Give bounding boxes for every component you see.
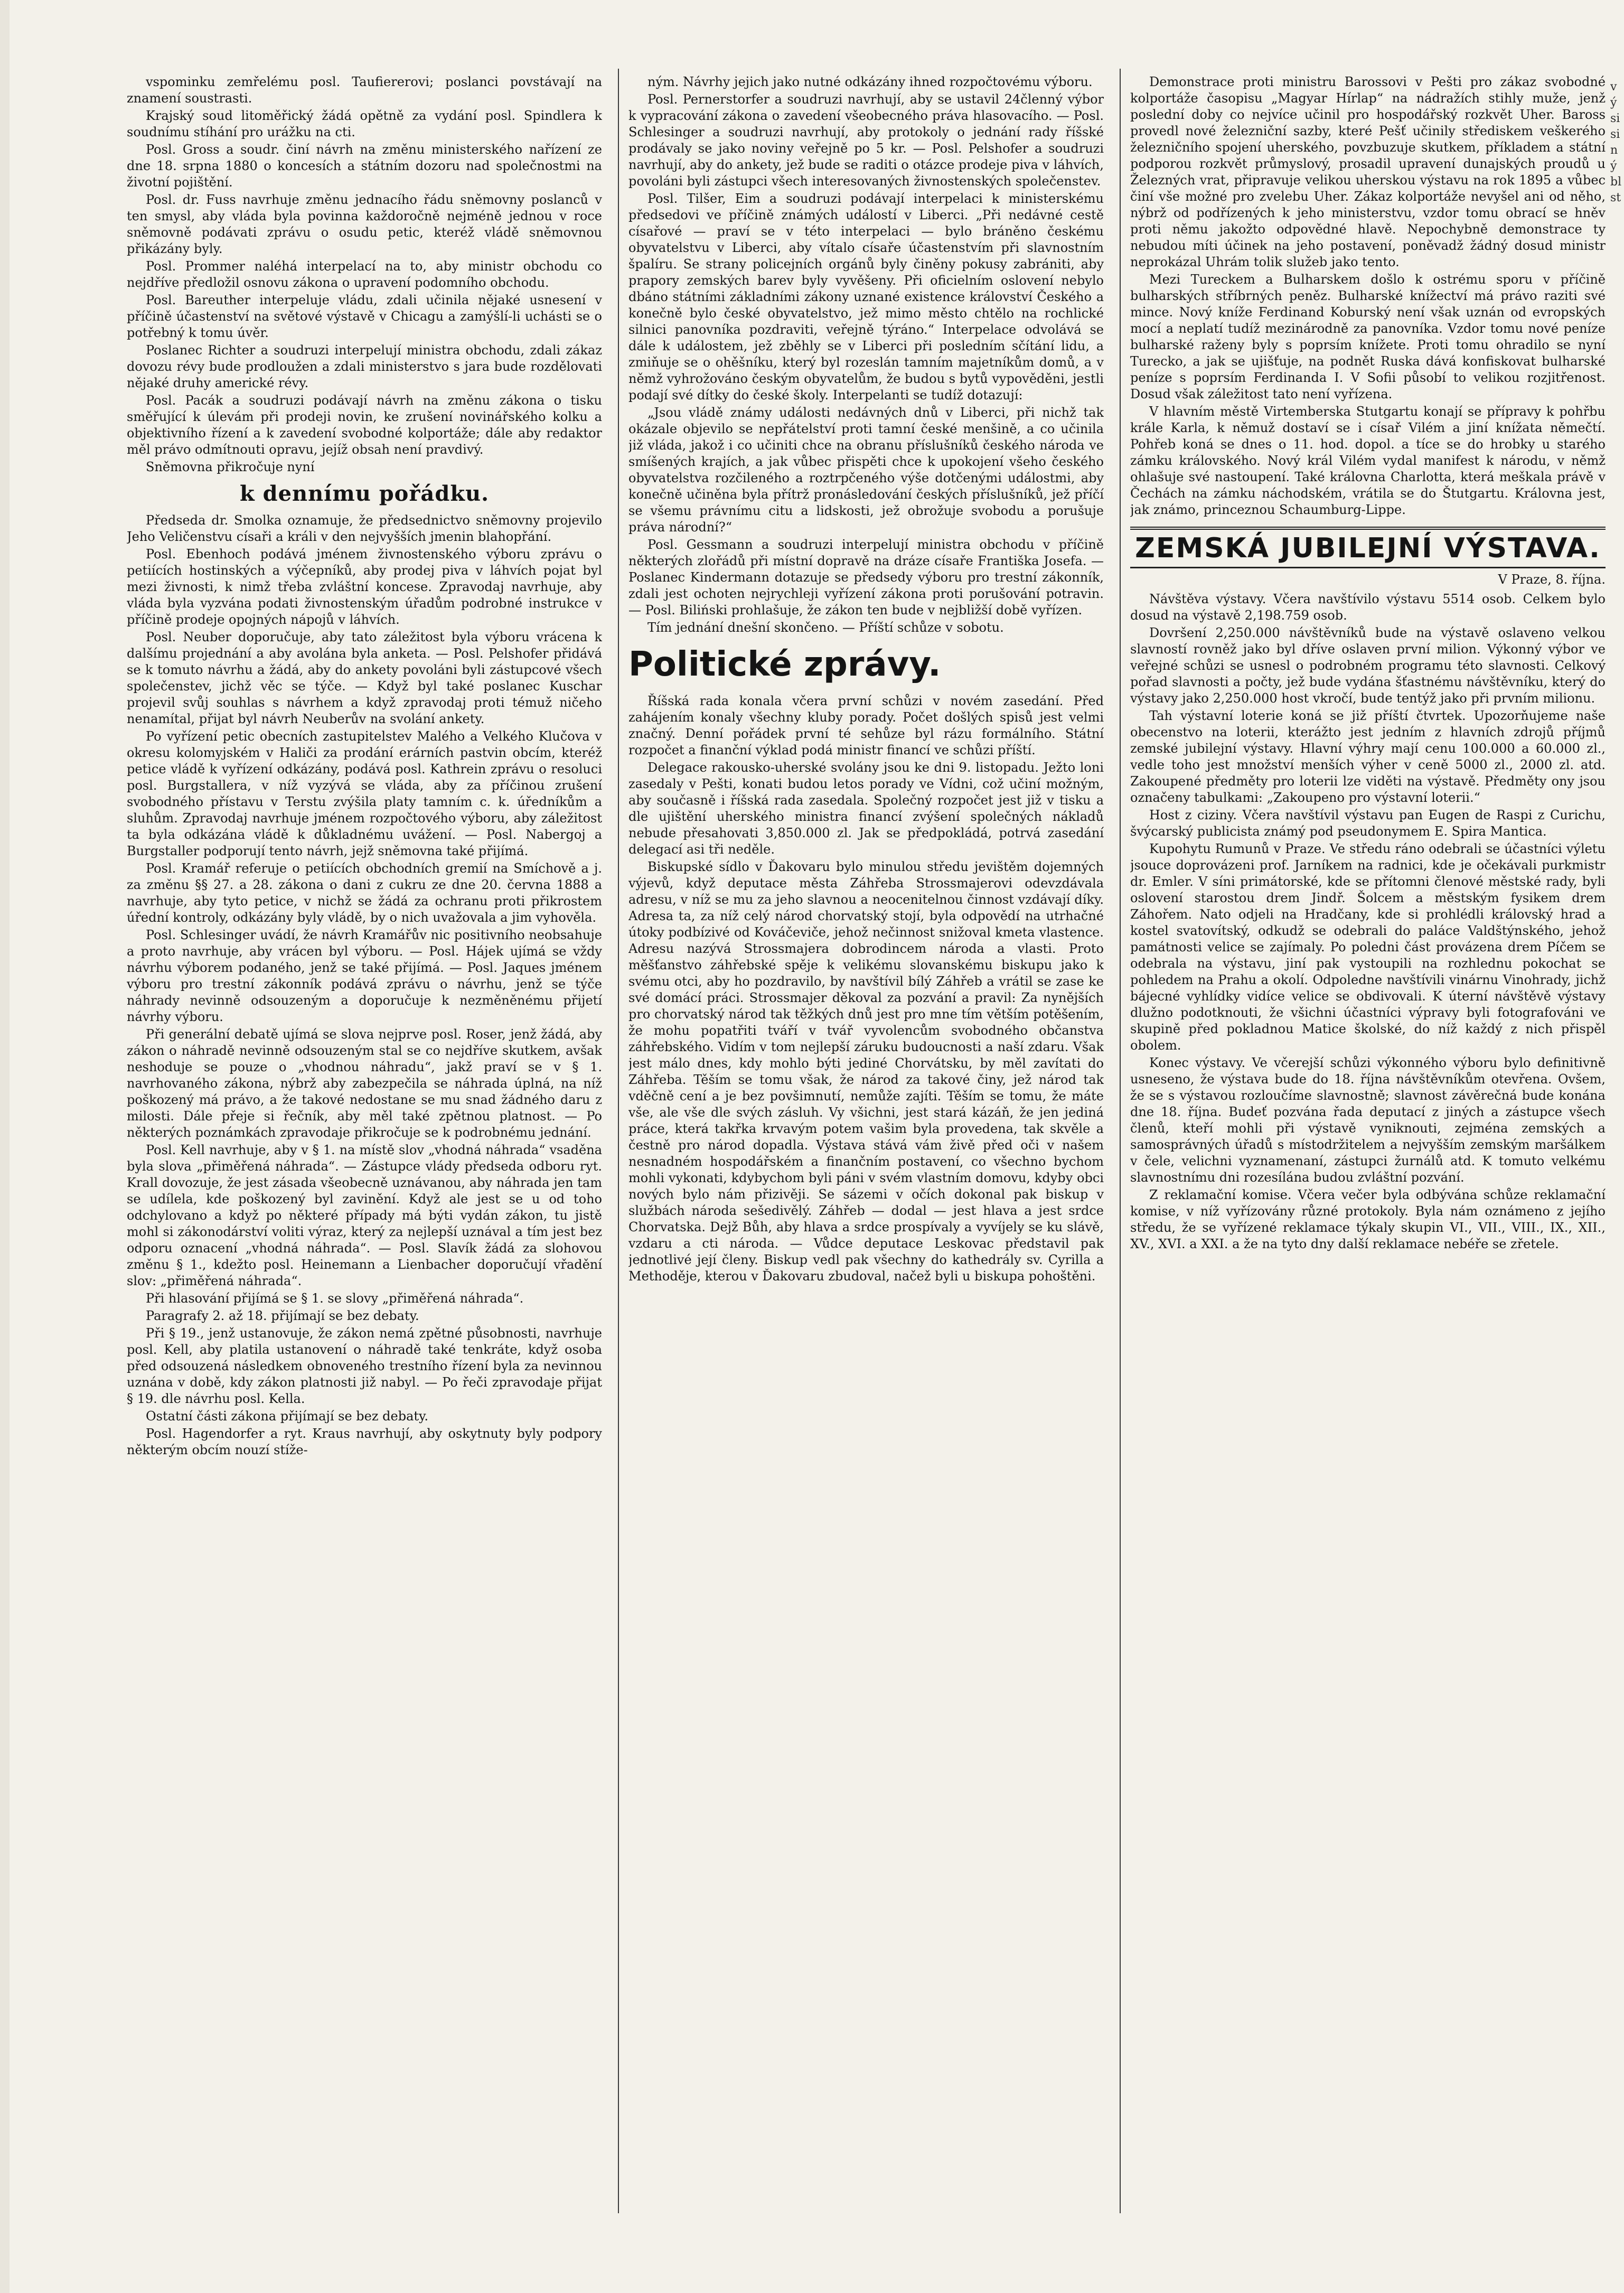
paragraph: Paragrafy 2. až 18. přijímají se bez debaty. [146,1308,419,1323]
column-divider-2 [1120,69,1121,2213]
paragraph: Posl. Prommer naléhá interpelací na to, aby ministr obchodu co nejdříve předložil osnovu zákona o upravení podomního obchodu. [127,259,602,290]
paragraph: Delegace rakousko-uherské svolány jsou ke dni 9. listopadu. Ježto loni zasedaly v Pešti, konati budou letos porady ve Vídni, což učiní možným, aby současně i říšská rada zasedala. Společný rozpočet jest již v tisku a dle ujištění uherského ministra financí zvýšení společných nákladů nebude přesahovati 3,850.000 zl. Jak se předpokládá, potrvá zasedání delegací asi tři neděle. [628,760,1104,857]
paragraph: Říšská rada konala včera první schůzi v novém zasedání. Před zahájením konaly všechny kluby porady. Počet došlých spisů jest velmi značný. Denní pořádek první té sehůze byl rázu formálního. Státní rozpočet a finanční výklad podá ministr financí ve schůzi příští. [628,694,1104,757]
paragraph: Posl. Tilšer, Eim a soudruzi podávají interpelaci k ministerskému předsedovi ve příčině známých událostí v Liberci. „Při nedávné cestě císařové — praví se v této interpelaci — bylo bráněno českému obyvatelstvu v Liberci, aby vítalo císaře účastenstvím při slavnostním špalíru. Se strany policejních orgánů byly činěny pokusy zabrániti, aby prapory zemských barev byly vyvěšeny. Při oficielním oslovení nebylo dbáno státními základními zákony uznané existence království Českého a konečně bylo české obyvatelstvo, jež mimo město chtělo na rochlické silnici panovníka pozdraviti, veřejně týráno.“ Interpelace odvolává se dále k událostem, jež zběhly se v Liberci při posledním sčítání lidu, a zmiňuje se o ohěšníku, který byl rozeslán tamním majetníkům domů, a v němž vyhrožováno českým obyvatelům, že budou s bytů vypověděni, jestli podají své dítky do české školy. Interpelanti se tudíž dotazují: [628,191,1104,403]
paragraph: Demonstrace proti ministru Barossovi v Pešti pro zákaz svobodné kolportáže časopisu „Magyar Hírlap“ na nádražích stihly muže, jenž poslední doby co nejvíce učinil pro hospodářský rozkvět Uher. Baross provedl nové železniční sazby, které Pešť učinily střediskem veškerého železničního spojení uherského, povzbuzuje skutkem, příkladem a státní podporou rozkvět průmyslový, prosadil upravení dunajských proudů u Železných vrat, připravuje velikou uherskou výstavu na rok 1895 a vůbec činí vše možné pro zvelebu Uher. Zákaz kolportáže nevyšel ani od něho, nýbrž od podřízených k jeho ministerstvu, vzdor tomu obrací se hněv proti němu jakožto odpovědné hlavě. Nepochybně demonstrace ty nebudou míti účinek na jeho postavení, poněvadž žádný dosud ministr neprokázal Uhrám tolik služeb jako tento. [1130,74,1606,269]
paragraph: Posl. dr. Fuss navrhuje změnu jednacího řádu sněmovny poslanců v ten smysl, aby vláda byla povinna každoročně nejméně jednou v roce sněmovně podávati zprávu o osudu petic, kteréž vládě sněmovnou přikázány byly. [127,192,602,256]
paragraph: Posl. Ebenhoch podává jménem živnostenského výboru zprávu o petiících hostinských a výčepníků, aby prodej piva v láhvích pojat byl mezi živnosti, k nimž třeba zvláštní koncese. Zpravodaj navrhuje, aby vláda byla vyzvána podati živnostenským úřadům podrobné instrukce v příčině prodeje opojných nápojů v láhvích. [127,547,602,627]
section-heading-jubilee-exhibition: ZEMSKÁ JUBILEJNÍ VÝSTAVA. [1130,527,1606,568]
section-heading-daily-agenda: k dennímu pořádku. [239,481,490,506]
paragraph: Konec výstavy. Ve včerejší schůzi výkonného výboru bylo definitivně usneseno, že výstava bude do 18. října návštěvníkům otevřena. Ovšem, že se s výstavou rozloučíme slavnostně; slavnost závěrečná bude konána dne 18. října. Budeť pozvána řada deputací z jiných a zástupce všech členů, kteří mohli při výstavě vyniknouti, zejména zemských a samosprávných úřadů s místodržitelem a nejvyšším zemským maršálkem v čele, velichni vyznamenaní, zástupci žurnálů atd. K tomuto velkému slavnostnímu dni rozesílána budou zvláštní pozvání. [1130,1055,1606,1185]
paragraph: Při hlasování přijímá se § 1. se slovy „přiměřená náhrada“. [146,1291,524,1306]
paragraph: Po vyřízení petic obecních zastupitelstev Malého a Velkého Klučova v okresu kolomyjském v Haliči za prodání erárních pastvin obcím, kteréž petice vládě k vyřízení odkázány, podává posl. Kathrein zprávu o resoluci posl. Burgstallera, v níž vyzývá se vláda, aby za příčinou zrušení svobodného přístavu v Terstu zvýšila platy tamním c. k. úředníkům a sluhům. Zpravodaj navrhuje jménem rozpočtového výboru, aby záležitost ta byla odkázána vládě k důkladnému uvážení. — Posl. Nabergoj a Burgstaller podporují tento návrh, jejž sněmovna také přijímá. [127,729,602,858]
paragraph: Posl. Hagendorfer a ryt. Kraus navrhují, aby oskytnuty byly podpory některým obcím nouzí stíže- [127,1426,602,1457]
paragraph: Návštěva výstavy. Včera navštívilo výstavu 5514 osob. Celkem bylo dosud na výstavě 2,198.759 osob. [1130,592,1606,623]
section-heading-political-news: Politické zprávy. [628,645,941,684]
paragraph: Posl. Schlesinger uvádí, že návrh Kramářův nic positivního neobsahuje a proto navrhuje, aby vrácen byl výboru. — Posl. Hájek ujímá se vždy návrhu výborem podaného, jenž se také přijímá. — Posl. Jaques jménem výboru pro trestní zákonník podává zprávu o návrhu, jenž se týče náhrady nevinně odsouzeným a doporučuje k nezměněnému přijetí návrhy výboru. [127,928,602,1024]
paragraph: Posl. Kell navrhuje, aby v § 1. na místě slov „vhodná náhrada“ vsaděna byla slova „přiměřená náhrada“. — Zástupce vlády předseda odboru ryt. Krall dovozuje, že jest zásada všeobecně uznávanou, aby náhrada jen tam se udílela, kde poškozený byl zavinění. Když ale jest se u od toho odchylovano a když po některé případy má býti vydán zákon, tu jistě mohl si zákonodárství voliti výraz, který za nejlepší uznával a tím jest bez odporu oznacení „vhodná náhrada“. — Posl. Slavík žádá za slohovou změnu § 1., kdežto posl. Heinemann a Lienbacher doporučují vřadění slov: „přiměřená náhrada“. [127,1143,602,1288]
column-divider-1 [618,69,619,2213]
paragraph: Krajský soud litoměřický žádá opětně za vydání posl. Spindlera k soudnímu stíhání pro urážku na cti. [127,108,602,139]
paragraph: V hlavním městě Virtemberska Stutgartu konají se přípravy k pohřbu krále Karla, k němuž dostaví se i císař Vilém a jiní knížata němečtí. Pohřeb koná se dnes o 11. hod. dopol. a tíce se do hrobky u starého zámku královského. Nový král Vilém vydal manifest k národu, v němž ohlašuje své nastoupení. Také královna Charlotta, která meškala právě v Čechách na zámku náchodském, vrátila se do Štutgartu. Královna jest, jak známo, princeznou Schaumburg-Lippe. [1130,404,1606,517]
paragraph: Biskupské sídlo v Ďakovaru bylo minulou středu jevištěm dojemných výjevů, když deputace města Záhřeba Strossmajerovi odevzdávala adresu, v níž se mu za jeho slavnou a neocenitelnou činnost vzdávají díky. Adresa ta, za níž celý národ chorvatský stojí, byla odpovědí na utrhačné útoky podbízivé od Kováčeviče, jehož nečinnost snižoval kmeta vlastence. Adresu nazývá Strossmajera dobrodincem národa a vlasti. Proto měšťanstvo záhřebské spěje k velikému slovanskému biskupu jako k svému otci, aby ho pozdravilo, by navštívil bílý Záhřeb a vrátil se zase ke své domácí práci. Strossmajer děkoval za pozvání a pravil: Za nynějších pro chorvatský národ tak těžkých dnů jest pro mne tím větším potěšením, že mohu popatřiti tváří v tvář vyvolencům svobodného občanstva záhřebského. Vidím v tom nejlepší záruku budoucnosti a naší zdaru. Však jest málo dnes, kdy mohlo býti jediné Chorvátsku, by měl zavítati do Záhřeba. Těším se tomu však, že národ za takové činy, jež národ tak vděčně cení a je bez povšimnutí, nemůže zajíti. Těším se tomu, že máte vše, ale vše dle svých zásluh. Vy všichni, jest stará kázáň, že jen jediná práce, která takřka krvavým potem vašim byla provedena, tak skvěle a čestně pro národ dopadla. Výstava stává vám živě před oči v našem nesnadném hospodářském a finančním postavení, co všechno bychom mohli vykonati, kdybychom byli páni v svém vlastním domovu, kdyby obci nových bylo nám přizivěji. Se sázemi v očích dokonal pak biskup v službách národa sešedivělý. Záhřeb — dodal — jest hlava a jest srdce Chorvatska. Dejž Bůh, aby hlava a srdce prospívaly a vyvíjely se ku slávě, vzdaru a cti národa. — Vůdce deputace Leskovac představil pak jednotlivé její členy. Biskup vedl pak všechny do kathedrály sv. Cyrilla a Methoděje, kterou v Ďakovaru zbudoval, načež byli u biskupa pohoštěni. [628,859,1104,1284]
paragraph: vspominku zemřelému posl. Taufiererovi; poslanci povstávají na znamení soustrasti. [127,74,602,106]
paragraph: Posl. Bareuther interpeluje vládu, zdali učinila nějaké usnesení v příčině účastenství na světové výstavě v Chicagu a zamýšlí-li uchásti se o potřebný k tomu úvěr. [127,293,602,340]
paragraph: Dovršení 2,250.000 návštěvníků bude na výstavě oslaveno velkou slavností rovněž jako byl dříve oslaven první milion. Výkonný výbor ve veřejné schůzi se usnesl o podrobném programu této slavnosti. Celkový pořad slavnosti a počty, jež bude vydána šťastnému návštěvníku, který do výstavy jako 2,250.000 host vkročí, bude tentýž jako při prvním milionu. [1130,625,1606,706]
dateline: V Praze, 8. října. [1498,572,1606,587]
paragraph: Sněmovna přikročuje nyní [146,460,315,474]
paragraph: Mezi Tureckem a Bulharskem došlo k ostrému sporu v příčině bulharských stříbrných peněz. Bulharské knížectví má právo raziti své mince. Nový kníže Ferdinand Koburský není však uznán od evropských mocí a neplatí tudíž mezinárodně za panovníka. Vzdor tomu nové peníze bulharské raženy byly s poprsím knížete. Proti tomu ohradilo se nyní Turecko, a jak se ujišťuje, na podnět Ruska dává konfiskovat bulharské peníze s poprsím Ferdinanda I. V Sofii působí to velikou rozjitřenost. Dosud však záležitost tato není vyřízena. [1130,272,1606,401]
paragraph: Posl. Pacák a soudruzi podávají návrh na změnu zákona o tisku směřující k úlevám při prodeji novin, ke zrušení novinářského kolku a objektivního řízení a k zavedení svobodné kolportáže; dále aby redaktor měl právo odmítnouti opravu, jejíž obsah není pravdivý. [127,393,602,457]
paragraph: „Jsou vládě známy události nedávných dnů v Liberci, při nichž tak okázale objevilo se nepřátelství proti tamní české menšině, a co učinila již vláda, jakož i co učiniti chce na obranu příslušníků českého národa ve smíšených krajích, a jak vůbec přispěti chce k upokojení všeho českého obyvatelstva rozčileného a roztrpčeného výše dotčenými událostmi, aby konečně učiněna byla přítrž pronásledování českých příslušníků, jež příčí se všemu právnímu citu a lidskosti, jež obrožuje svobodu a porušuje práva národní?“ [628,405,1104,535]
paragraph: Při § 19., jenž ustanovuje, že zákon nemá zpětné působnosti, navrhuje posl. Kell, aby platila ustanovení o náhradě také tenkráte, když osoba před odsouzená následkem obnoveného trestního řízení byla za nevinnou uznána v době, kdy zákon platnosti již nabyl. — Po řeči zpravodaje přijat § 19. dle návrhu posl. Kella. [127,1326,602,1406]
column-foreign-news-and-exhibition [1130,74,1606,2208]
paragraph: Posl. Kramář referuje o petiících obchodních gremií na Smíchově a j. za změnu §§ 27. a 28. zákona o dani z cukru ze dne 20. června 1888 a navrhuje, aby tyto petice, v nichž se žádá za ochranu proti přikrostem úřední kontroly, odkázány byly vládě, by o nich uvažovala a jim vyhověla. [127,861,602,925]
column-parliament-report [127,74,602,2208]
paragraph: Posl. Neuber doporučuje, aby tato záležitost byla výboru vrácena k dalšímu projednání a aby avolána byla anketa. — Posl. Pelshofer přidává se k tomuto návrhu a žádá, aby do ankety povoláni byli zástupcové všech společenstev, jichž věc se týče. — Když byl také poslanec Kuschar projevil svůj souhlas s návrhem a když zpravodaj proti témuž ničeho nenamítal, přijat byl návrh Neuberův na svolání ankety. [127,630,602,726]
paragraph: Posl. Gessmann a soudruzi interpelují ministra obchodu v příčině některých zlořádů při místní dopravě na dráze císaře Františka Josefa. — Poslanec Kindermann dotazuje se předsedy výboru pro trestní zákonník, zdali jest ochoten nejrychleji vyřízení zákona proti porušování potravin. — Posl. Biliński prohlašuje, že zákon ten bude v nejbližší době vyřízen. [628,537,1104,617]
paragraph: Kupohytu Rumunů v Praze. Ve středu ráno odebrali se účastníci výletu jsouce doprovázeni prof. Jarníkem na radnici, kde je očekávali purkmistr dr. Emler. V síni primátorské, kde se přítomni členové městské rady, byli oslovení starostou drem Jindř. Šolcem a městským fysikem drem Záhořem. Nato odjeli na Hradčany, kde si prohlédli královský hrad a kostel svatovítský, odkudž se odebrali do paláce Valdštýnského, jehož památnosti velice se zajímaly. Po poledni část provázena drem Píčem se odebrala na výstavu, jiní pak vystoupili na rozhlednu pokochat se pohledem na Prahu a okolí. Odpoledne navštívili vinárnu Vinohrady, jichž bájecné vyhlídky vidíce velice se obdivovali. K úterní návštěvě výstavy dlužno podotknouti, že všichni účastníci výpravy byli fotografováni ve skupině před pokladnou Matice školské, do níž každý z nich přispěl obolem. [1130,841,1606,1053]
paragraph: Ostatní části zákona přijímají se bez debaty. [146,1409,429,1424]
paragraph: Při generální debatě ujímá se slova nejprve posl. Roser, jenž žádá, aby zákon o náhradě nevinně odsouzeným stal se co nejdříve skutkem, avšak neshoduje se pouze o „vhodnou náhradu“, jakž praví se v § 1. navrhovaného zákona, nýbrž aby zabezpečila se náhrada úplná, na níž poškozený má právo, a že takové nedostane se mu snad žádného daru z milosti. Dále přeje si řečník, aby měl také zpětnou platnost. — Po některých poznámkách zpravodaje přikročuje se k podrobnému jednání. [127,1027,602,1140]
paragraph: Z reklamační komise. Včera večer byla odbývána schůze reklamační komise, v níž vyřízovány různé protokoly. Byla nám oznámeno z jejího středu, že se vyřízené reklamace týkaly skupin VI., VII., VIII., IX., XII., XV., XVI. a XXI. a že na tyto dny další reklamace nebéře se zřetele. [1130,1187,1606,1251]
column-parliament-continued [628,74,1104,2208]
paragraph: Tím jednání dnešní skončeno. — Příští schůze v sobotu. [647,620,1004,635]
adjacent-page-fragment: vý si si ný bl st [1610,80,1622,204]
paragraph: Host z ciziny. Včera navštívil výstavu pan Eugen de Raspi z Curichu, švýcarský publicista známý pod pseudonymem E. Spira Mantica. [1130,808,1606,839]
paragraph: Předseda dr. Smolka oznamuje, že předsednictvo sněmovny projevilo Jeho Veličenstvu císaři a králi v den nejvyšších jmenin blahopřání. [127,513,602,544]
paragraph: Posl. Pernerstorfer a soudruzi navrhují, aby se ustavil 24členný výbor k vypracování zákona o zavedení všeobecného práva hlasovacího. — Posl. Schlesinger a soudruzi navrhují, aby protokoly o jednání rady říšské prodávaly se jako noviny veřejně po 5 kr. — Posl. Pelshofer a soudruzi navrhují, aby do ankety, jež bude se raditi o otázce prodeje piva v láhvích, povoláni byli zástupci všech interesovaných živnostenských společenstev. [628,92,1104,189]
paragraph: Posl. Gross a soudr. činí návrh na změnu ministerského nařízení ze dne 18. srpna 1880 o koncesích a státním dozoru nad společnostmi na životní pojištění. [127,142,602,190]
paragraph: ným. Návrhy jejich jako nutné odkázány ihned rozpočtovému výboru. [647,74,1093,89]
page-edge-shadow [0,0,10,2293]
paragraph: Poslanec Richter a soudruzi interpelují ministra obchodu, zdali zákaz dovozu révy bude prodloužen a zdali ministerstvo s jara bude rozdělovati nějaké druhy americké révy. [127,343,602,390]
paragraph: Tah výstavní loterie koná se již příští čtvrtek. Upozorňujeme naše obecenstvo na loterii, kterážto jest jedním z hlavních zdrojů příjmů zemské jubilejní výstavy. Hlavní výhry mají cenu 100.000 a 60.000 zl., vedle toho jest množství menších výher v ceně 5000 zl., 2000 zl. atd. Zakoupené předměty pro loterii lze viděti na výstavě. Předměty ony jsou označeny tabulkami: „Zakoupeno pro výstavní loterii.“ [1130,708,1606,805]
